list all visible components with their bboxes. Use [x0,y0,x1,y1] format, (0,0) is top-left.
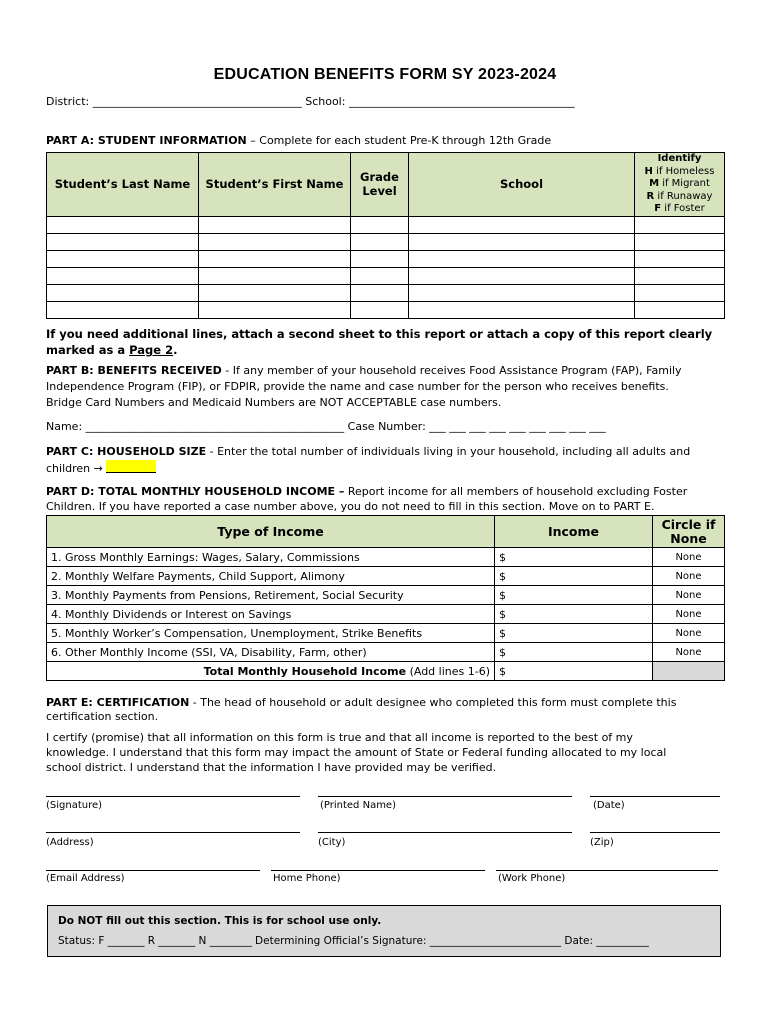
date-field[interactable] [590,796,720,797]
district-field[interactable] [46,95,574,108]
name-case-number-field[interactable]: Name: _______________________________________________ Case Number: ___ ___ ___ ___ ___ ___ ___ ___ ___ [46,420,606,433]
student-row[interactable] [47,233,725,250]
part-b-line-1: PART B: BENEFITS RECEIVED - If any member of your household receives Food Assistance Program (FAP), Family [46,364,682,377]
part-b-line-3: Bridge Card Numbers and Medicaid Numbers are NOT ACCEPTABLE case numbers. [46,396,502,409]
part-a-note-2: marked as a Page 2. [46,343,178,357]
income-row [47,624,725,643]
none-option[interactable]: None [653,624,725,643]
income-type: 5. Monthly Worker’s Compensation, Unemployment, Strike Benefits [47,624,495,643]
income-type: 4. Monthly Dividends or Interest on Savings [47,605,495,624]
total-income-field[interactable]: $ [495,662,653,681]
certification-line-2: knowledge. I understand that this form may impact the amount of State or Federal funding allocated to my local [46,746,667,759]
student-table [46,152,725,319]
part-d-line-1: PART D: TOTAL MONTHLY HOUSEHOLD INCOME – Report income for all members of household excluding Foster [46,485,688,498]
part-c-heading: PART C: HOUSEHOLD SIZE [46,445,207,458]
address-field[interactable] [46,832,300,833]
work-phone-label: (Work Phone) [498,873,566,884]
home-phone-label: Home Phone) [273,873,341,884]
printed-name-label: (Printed Name) [320,800,396,811]
col-type-of-income: Type of Income [47,516,495,548]
income-row [47,586,725,605]
part-a-title: PART A: STUDENT INFORMATION [46,134,247,147]
part-c-line-2: children → [46,460,156,475]
income-table [46,515,725,681]
none-option[interactable]: None [653,586,725,605]
email-label: (Email Address) [46,873,125,884]
school-use-box [47,905,721,957]
income-row [47,605,725,624]
student-row[interactable] [47,301,725,318]
col-circle-if-none: Circle if None [653,516,725,548]
part-e-line-1: PART E: CERTIFICATION - The head of household or adult designee who completed this form must complete this [46,696,677,709]
student-row[interactable] [47,216,725,233]
school-use-heading: Do NOT fill out this section. This is for school use only. [58,915,382,927]
work-phone-field[interactable] [496,870,718,871]
income-amount-field[interactable]: $ [495,643,653,662]
income-type: 6. Other Monthly Income (SSI, VA, Disability, Farm, other) [47,643,495,662]
col-grade: Grade Level [351,153,409,217]
student-row[interactable] [47,284,725,301]
part-b-heading: PART B: BENEFITS RECEIVED [46,364,222,377]
printed-name-field[interactable] [318,796,572,797]
zip-label: (Zip) [590,837,614,848]
email-field[interactable] [46,870,260,871]
city-label: (City) [318,837,346,848]
part-d-heading: PART D: TOTAL MONTHLY HOUSEHOLD INCOME – [46,485,345,498]
zip-field[interactable] [590,832,720,833]
district-label: District: ______________________________________ [46,95,302,108]
part-e-heading: PART E: CERTIFICATION [46,696,190,709]
income-amount-field[interactable]: $ [495,624,653,643]
certification-line-3: school district. I understand that the information I have provided may be verified. [46,761,497,774]
signature-label: (Signature) [46,800,103,811]
school-label: School: _________________________________________ [305,95,575,108]
part-d-line-2: Children. If you have reported a case number above, you do not need to fill in this section. Move on to PART E. [46,500,655,513]
page-2-link: Page 2 [129,343,174,357]
signature-field[interactable] [46,796,300,797]
col-school: School [409,153,635,217]
part-c-line-1: PART C: HOUSEHOLD SIZE - Enter the total number of individuals living in your household, including all adults and [46,445,691,458]
none-option[interactable]: None [653,605,725,624]
income-type: 2. Monthly Welfare Payments, Child Support, Alimony [47,567,495,586]
col-identify: Identify H if Homeless M if Migrant R if Runaway F if Foster [635,153,725,217]
none-option[interactable]: None [653,567,725,586]
income-amount-field[interactable]: $ [495,548,653,567]
home-phone-field[interactable] [271,870,485,871]
total-none-cell [653,662,725,681]
total-income-row [47,662,725,681]
total-income-label: Total Monthly Household Income (Add lines 1-6) [47,662,495,681]
income-type: 3. Monthly Payments from Pensions, Retirement, Social Security [47,586,495,605]
none-option[interactable]: None [653,548,725,567]
form-title: EDUCATION BENEFITS FORM SY 2023-2024 [213,66,557,83]
part-b-line-2: Independence Program (FIP), or FDPIR, provide the name and case number for the person who receives benefits. [46,380,669,393]
student-row[interactable] [47,267,725,284]
part-a-instruction: – Complete for each student Pre-K through 12th Grade [246,134,552,147]
col-first-name: Student’s First Name [199,153,351,217]
none-option[interactable]: None [653,643,725,662]
income-amount-field[interactable]: $ [495,586,653,605]
student-row[interactable] [47,250,725,267]
city-field[interactable] [318,832,572,833]
part-a-note-1: If you need additional lines, attach a second sheet to this report or attach a copy of this report clearly [46,327,713,341]
part-a-heading [46,134,551,147]
date-label: (Date) [593,800,625,811]
income-type: 1. Gross Monthly Earnings: Wages, Salary, Commissions [47,548,495,567]
school-use-status-line: Status: F _______ R _______ N ________ Determining Official’s Signature: _________________________ Date: __________ [58,935,649,947]
income-row [47,643,725,662]
col-last-name: Student’s Last Name [47,153,199,217]
income-amount-field[interactable]: $ [495,605,653,624]
col-income: Income [495,516,653,548]
part-e-line-2: certification section. [46,710,159,723]
household-size-field[interactable] [106,460,156,473]
income-amount-field[interactable]: $ [495,567,653,586]
income-row [47,548,725,567]
income-row [47,567,725,586]
certification-line-1: I certify (promise) that all information on this form is true and that all income is reported to the best of my [46,731,633,744]
address-label: (Address) [46,837,94,848]
